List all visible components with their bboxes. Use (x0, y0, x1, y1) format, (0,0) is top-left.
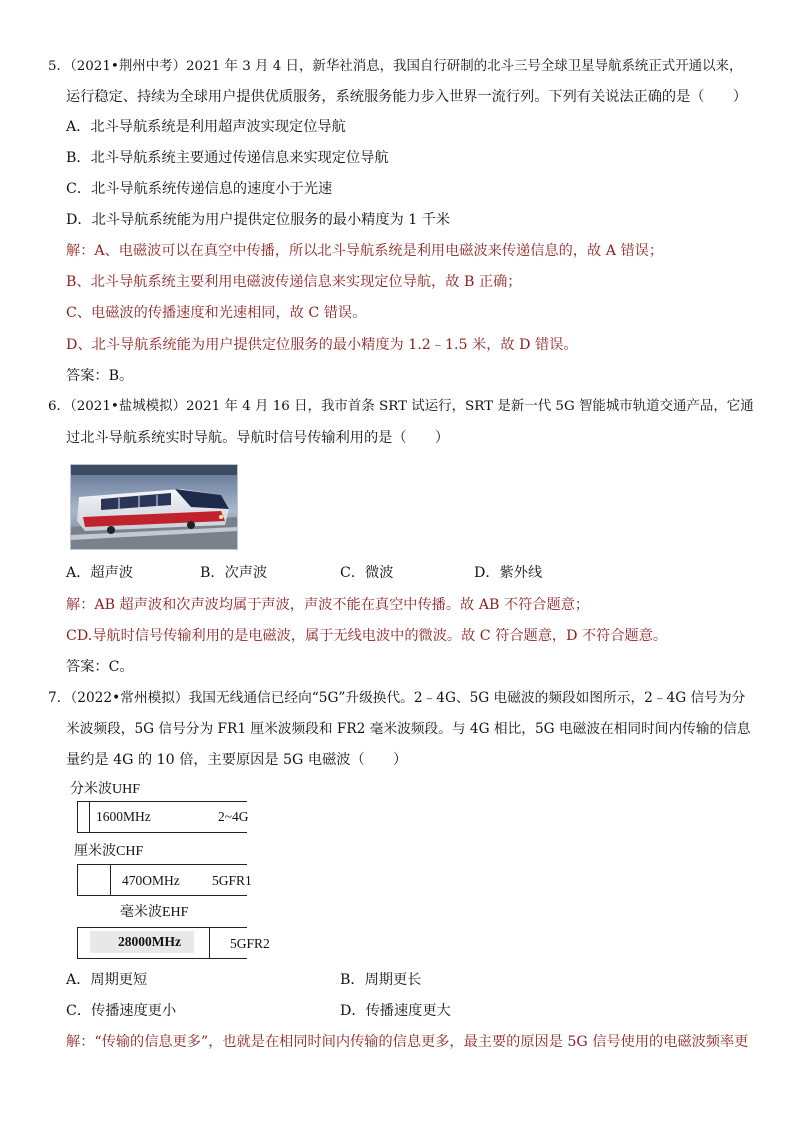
q5-stem-line2: 运行稳定、持续为全球用户提供优质服务，系统服务能力步入世界一流行列。下列有关说法正确的是（ ） (66, 89, 748, 105)
q6-stem-line1: 6．（2021•盐城模拟）2021 年 4 月 16 日，我市首条 SRT 试运行，SRT 是新一代 5G 智能城市轨道交通产品，它通 (48, 399, 754, 414)
q6-option-c: C．微波 (340, 565, 394, 581)
q6-answer: 答案：C。 (66, 659, 134, 675)
ehf-frequency: 28000MHz (118, 934, 181, 949)
q5-answer: 答案：B。 (66, 368, 134, 384)
q7-option-d: D．传播速度更大 (340, 1003, 451, 1019)
q7-stem-line2: 米波频段，5G 信号分为 FR1 厘米波频段和 FR2 毫米波频段。与 4G 相比，5G 电磁波在相同时间内传输的信息 (66, 721, 751, 737)
q7-solution-line1: 解：“传输的信息更多”，也就是在相同时间内传输的信息更多，最主要的原因是 5G 信号使用的电磁波频率更 (66, 1034, 749, 1050)
q5-option-c: C．北斗导航系统传递信息的速度小于光速 (66, 181, 333, 197)
chf-frequency: 470OMHz (122, 873, 180, 888)
q7-stem-line3: 量约是 4G 的 10 倍，主要原因是 5G 电磁波（ ） (66, 752, 408, 768)
q5-option-d: D．北斗导航系统能为用户提供定位服务的最小精度为 1 千米 (66, 212, 451, 228)
q7-option-c: C．传播速度更小 (66, 1003, 177, 1019)
q5-solution-line2: B、北斗导航系统主要利用电磁波传递信息来实现定位导航，故 B 正确； (66, 274, 522, 290)
srt-tram-photo (70, 464, 238, 550)
q5-option-a: A．北斗导航系统是利用超声波实现定位导航 (66, 119, 346, 135)
q7-option-a: A．周期更短 (66, 972, 148, 988)
chf-band-name: 5GFR1 (212, 873, 252, 888)
q5-solution-line3: C、电磁波的传播速度和光速相同，故 C 错误。 (66, 305, 367, 321)
q6-stem-line2: 过北斗导航系统实时导航。导航时信号传输利用的是（ ） (66, 430, 450, 446)
q6-option-b: B．次声波 (200, 565, 268, 581)
q5-option-b: B．北斗导航系统主要通过传递信息来实现定位导航 (66, 150, 389, 166)
uhf-band-name: 2~4G (218, 809, 249, 824)
q6-option-d: D．紫外线 (474, 565, 543, 581)
uhf-label: 分米波UHF (70, 782, 141, 797)
uhf-frequency: 1600MHz (96, 809, 151, 824)
chf-label: 厘米波CHF (74, 844, 144, 859)
q7-option-b: B．周期更长 (340, 972, 422, 988)
q6-solution-line2: CD.导航时信号传输利用的是电磁波，属于无线电波中的微波。故 C 符合题意，D 不符合题意。 (66, 628, 668, 644)
q5-stem-line1: 5．（2021•荆州中考）2021 年 3 月 4 日，新华社消息，我国自行研制的北斗三号全球卫星导航系统正式开通以来， (48, 59, 743, 74)
q5-solution-line4: D、北斗导航系统能为用户提供定位服务的最小精度为 1.2﹣1.5 米，故 D 错误。 (66, 337, 578, 353)
q7-stem-line1: 7．（2022•常州模拟）我国无线通信已经向“5G”升级换代。2﹣4G、5G 电磁波的频段如图所示，2﹣4G 信号为分 (48, 690, 746, 706)
ehf-label: 毫米波EHF (120, 905, 189, 920)
ehf-band-name: 5GFR2 (230, 936, 270, 951)
q5-solution-line1: 解：A、电磁波可以在真空中传播，所以北斗导航系统是利用电磁波来传递信息的，故 A 错误； (66, 243, 664, 259)
q6-option-a: A．超声波 (66, 565, 133, 581)
q6-solution-line1: 解：AB 超声波和次声波均属于声波，声波不能在真空中传播。故 AB 不符合题意； (66, 597, 590, 613)
